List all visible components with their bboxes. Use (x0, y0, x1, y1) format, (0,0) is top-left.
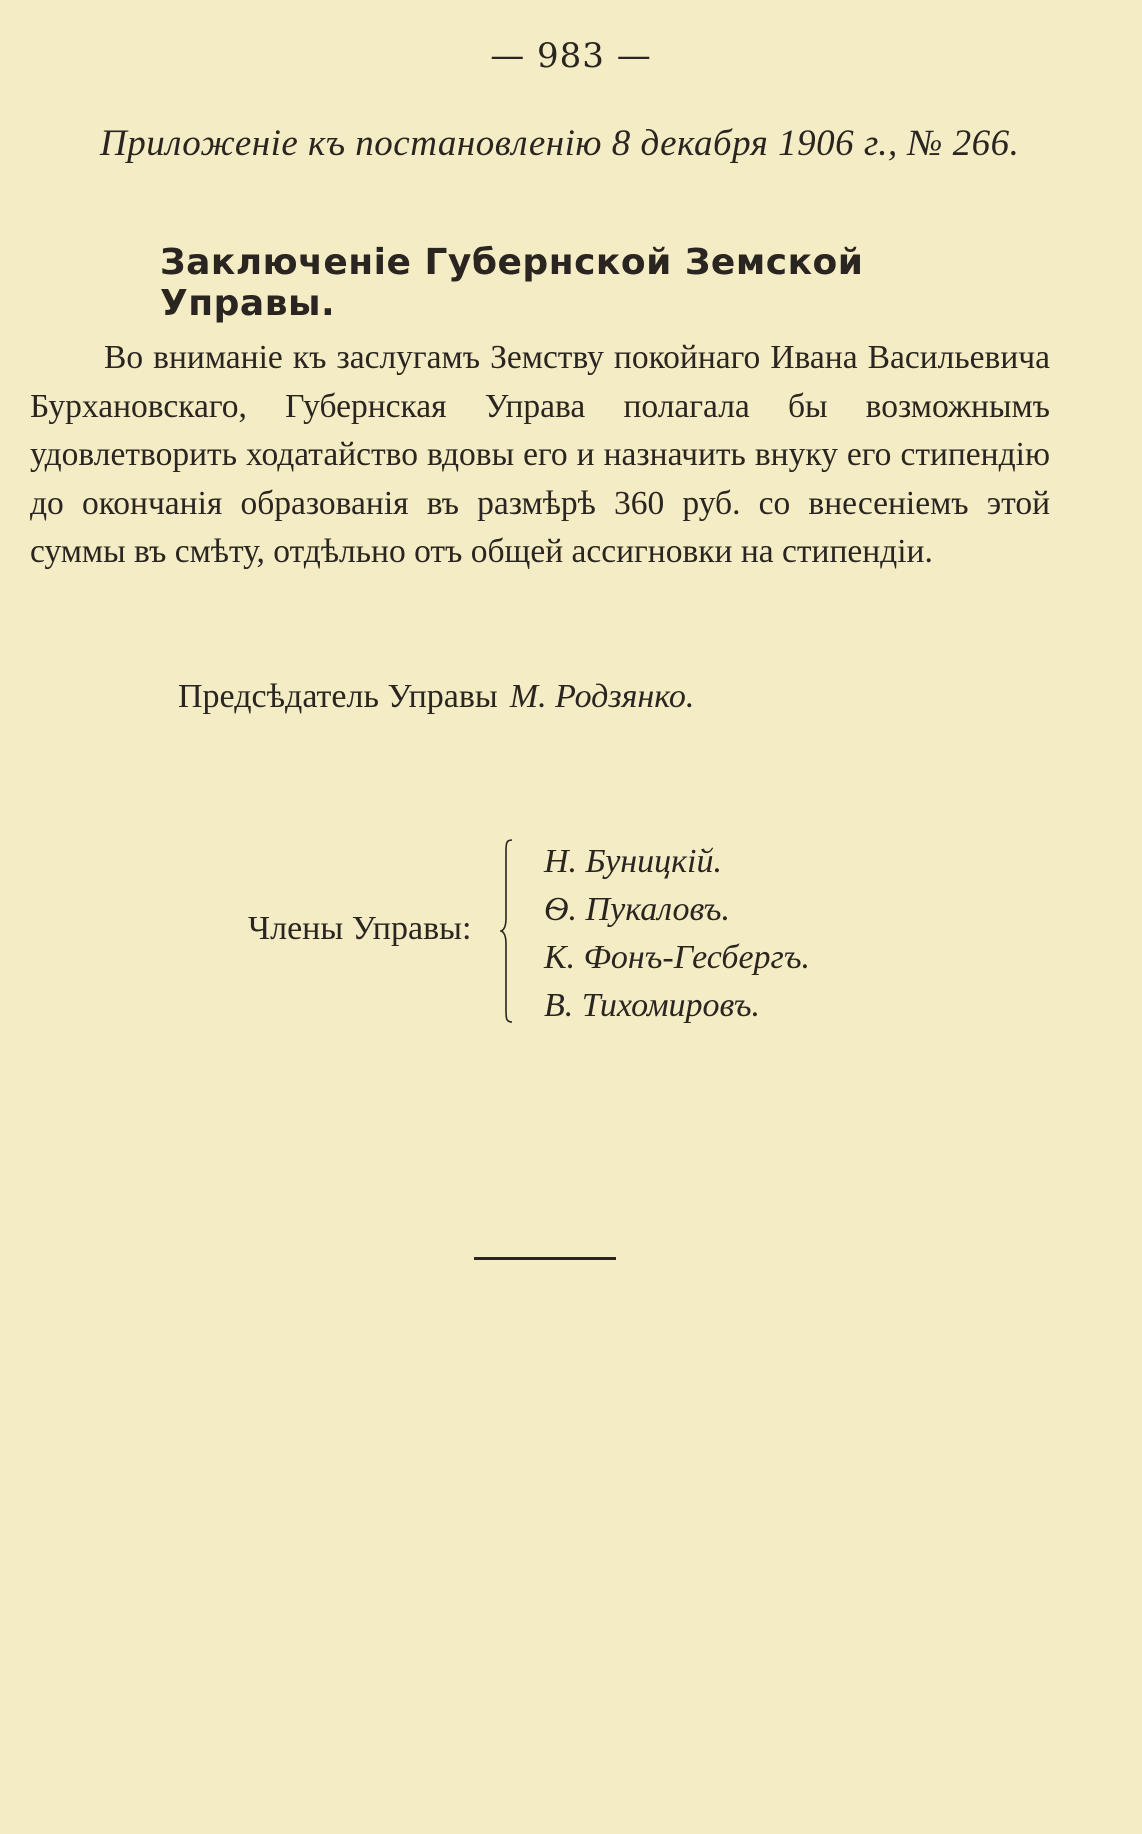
document-title: Заключеніе Губернской Земской Управы. (160, 242, 864, 324)
closing-rule (474, 1257, 616, 1260)
page-number: — 983 — (490, 36, 652, 76)
member-name: Н. Буницкій. (544, 843, 723, 880)
member-name: К. Фонъ-Гесбергъ. (544, 939, 810, 976)
member-name: В. Тихомировъ. (544, 987, 760, 1024)
chairman-signature (178, 678, 694, 716)
chairman-label: Предсѣдатель Управы (178, 678, 498, 715)
appendix-reference: Приложеніе къ постановленію 8 декабря 1906 г., № 266. (100, 123, 1020, 164)
chairman-name: М. Родзянко. (509, 678, 695, 715)
members-label: Члены Управы: (248, 910, 472, 947)
members-list (544, 838, 810, 1030)
curly-brace (500, 838, 514, 1024)
member-name: Ѳ. Пукаловъ. (544, 891, 730, 928)
body-paragraph: Во вниманіе къ заслугамъ Земству покойнаго Ивана Васильевича Бурхановскаго, Губернская Управа полагала бы возможнымъ удовлетворить ходатайство вдовы его и назначить внуку его стипендію до окончанія образованія въ размѣрѣ 360 руб. со внесеніемъ этой суммы въ смѣту, отдѣльно отъ общей ассигновки на стипендіи. (30, 339, 1050, 570)
